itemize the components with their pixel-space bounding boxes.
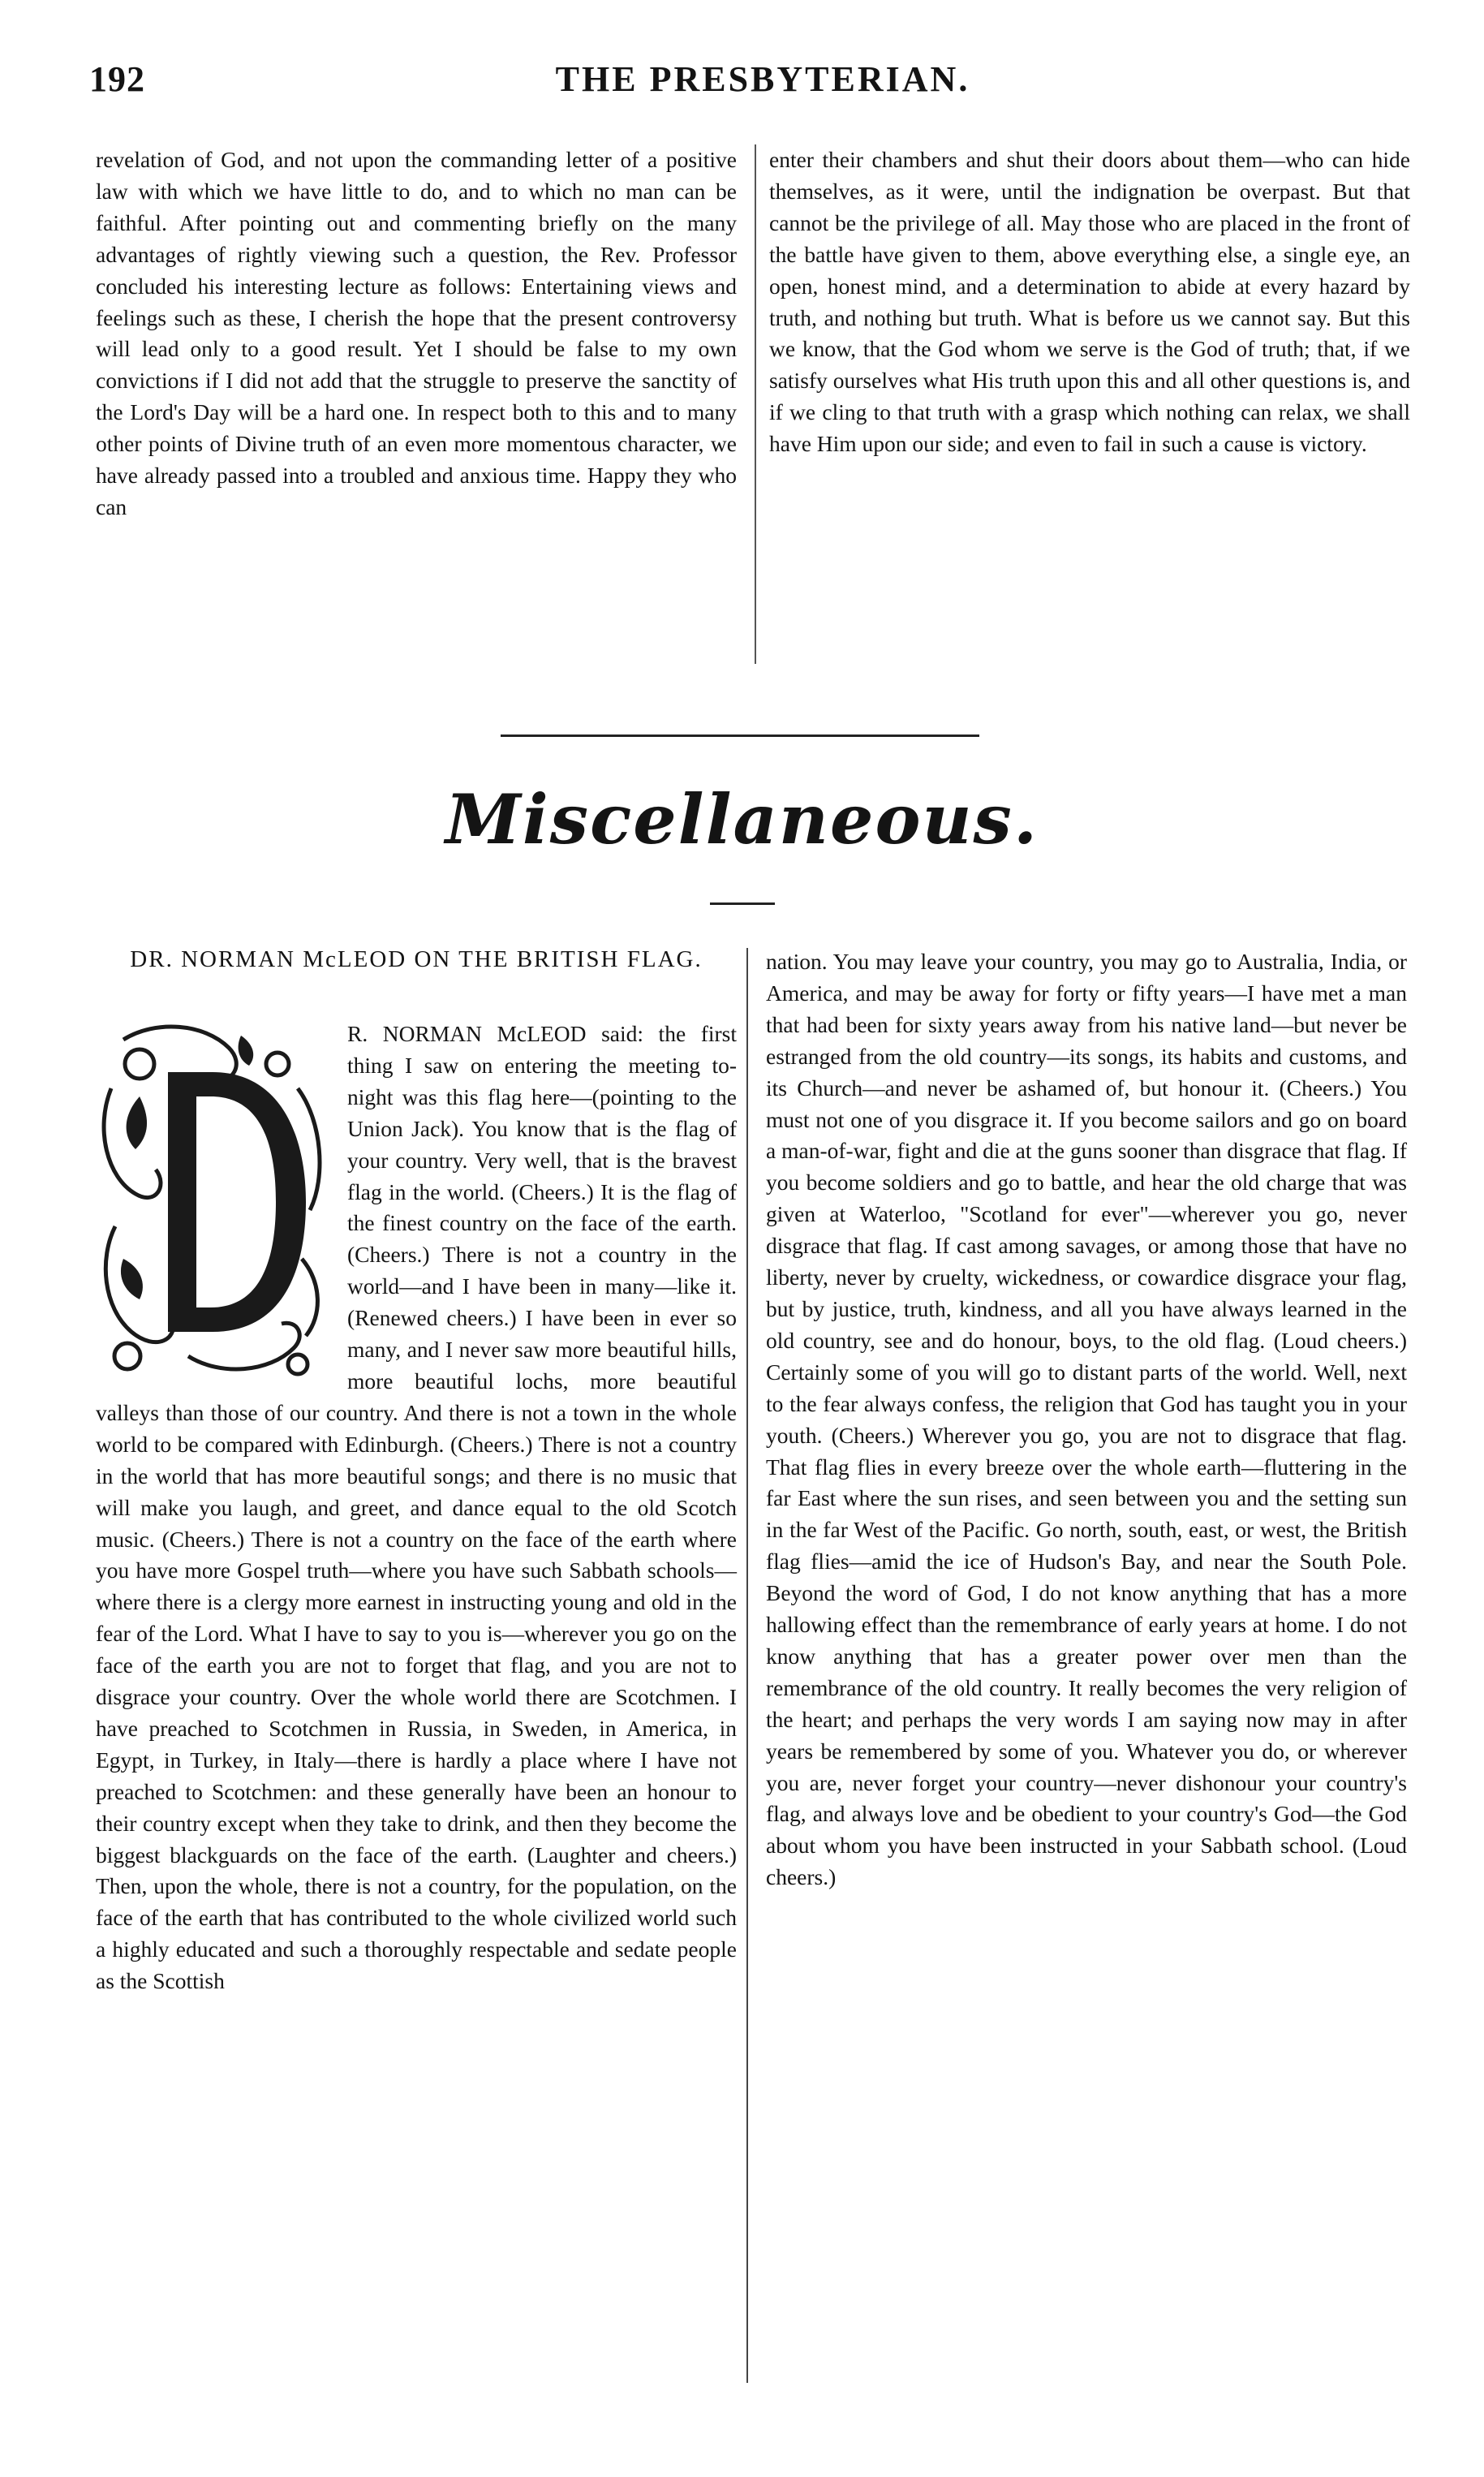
- page-number: 192: [89, 59, 145, 99]
- top-right-column: [769, 144, 1410, 460]
- ornamental-drop-cap: [91, 1015, 333, 1390]
- lecture-conclusion-right: enter their chambers and shut their doors about them—who can hide themselves, as it were, until the indignation be overpast. But that cannot be the privilege of all. May those who are placed in the front of the battle have given to them, above everything else, a single eye, an open, honest mind, and a determination to abide at every hazard by truth, and nothing but truth. What is before us we cannot say. But this we know, that the God whom we serve is the God of truth; that, if we satisfy ourselves what His truth upon this and all other questions is, and if we cling to that truth with a grasp which nothing can relax, we shall have Him upon our side; and even to fail in such a cause is victory.: [769, 147, 1410, 457]
- article-opening-paragraph: R. NORMAN McLEOD said: the first thing I saw on entering the meeting to-night was this flag here—(pointing to the Union Jack). You know that is the flag of your country. Very well, that is the bravest flag in the world. (Cheers.) It is the flag of the finest country on the face of the earth. (Cheers.) There is not a country in the world—and I have been in many—like it. (Renewed cheers.) I have been in ever so many, and I never saw more beautiful hills, more beautiful lochs, more beautiful valleys than those of our country. And there is not a town in the whole world to be compared with Edinburgh. (Cheers.) There is not a country in the world that has more beautiful songs; and there is no music that will make you laugh, and greet, and dance equal to the old Scotch music. (Cheers.) There is not a country on the face of the earth where you have more Gospel truth—where you have such Sabbath schools—where there is a clergy more earnest in instructing young and old in the fear of the Lord. What I have to say to you is—wherever you go on the face of the earth you are not to forget that flag, and you are not to disgrace your country. Over the whole world there are Scotchmen. I have preached to Scotchmen in Russia, in Sweden, in America, in Egypt, in Turkey, in Italy—there is hardly a place where I have not preached to Scotchmen: and these generally have been an honour to their country except when they take to drink, and then they become the biggest blackguards on the face of the earth. (Laughter and cheers.) Then, upon the whole, there is not a country, for the population, on the face of the earth that has contributed to the whole civilized world such a highly educated and such a thoroughly respectable and sedate people as the Scottish: [96, 1021, 737, 1994]
- journal-title: THE PRESBYTERIAN.: [555, 59, 970, 99]
- article-title: DR. NORMAN McLEOD ON THE BRITISH FLAG.: [130, 946, 703, 972]
- section-heading: Miscellaneous.: [445, 779, 1039, 859]
- column-divider-top: [755, 144, 756, 664]
- top-left-column: [96, 144, 737, 523]
- running-head: [89, 58, 1436, 115]
- heading-underline-rule: [710, 902, 775, 905]
- drop-cap-ornament-icon: [91, 1015, 333, 1390]
- lecture-conclusion-left: revelation of God, and not upon the commanding letter of a positive law with which we have little to do, and to which no man can be faithful. After pointing out and commenting briefly on the many advantages of rightly viewing such a question, the Rev. Professor concluded his interesting lecture as follows: Entertaining views and feelings such as these, I cherish the hope that the present controversy will lead only to a good result. Yet I should be false to my own convictions if I did not add that the struggle to preserve the sanctity of the Lord's Day will be a hard one. In respect both to this and to many other points of Divine truth of an even more momentous character, we have already passed into a troubled and anxious time. Happy they who can: [96, 147, 737, 519]
- article-continuation-paragraph: nation. You may leave your country, you may go to Australia, India, or America, and may be away for forty or fifty years—I have met a man that had been for sixty years away from his native land—but never be estranged from the old country—its songs, its habits and customs, and its Church—and never be ashamed of, but honour it. (Cheers.) You must not one of you disgrace it. If you become sailors and go on board a man-of-war, fight and die at the guns sooner than disgrace that flag. If you become soldiers and go to battle, and hear the old charge that was given at Waterloo, "Scotland for ever"—wherever you go, never disgrace that flag. If cast among savages, or among those that have no liberty, never by cruelty, wickedness, or cowardice disgrace your flag, but by justice, truth, kindness, and all you have always learned in the old country, see and do honour, boys, to the old flag. (Loud cheers.) Certainly some of you will go to distant parts of the world. Well, next to the fear always confess, the religion that God has taught you in your youth. (Cheers.) Wherever you go, you are not to disgrace that flag. That flag flies in every breeze over the whole earth—fluttering in the far East where the sun rises, and seen between you and the setting sun in the far West of the Pacific. Go north, south, east, or west, the British flag flies—amid the ice of Hudson's Bay, and near the South Pole. Beyond the word of God, I do not know anything that has a more hallowing effect than the remembrance of early years at home. I do not know anything that has a greater power over men than the remembrance of the old country. It really becomes the very religion of the heart; and perhaps the very words I am saying now may in after years be remembered by some of you. Whatever you do, or wherever you are, never forget your country—never dishonour your country's flag, and always love and be obedient to your country's God—the God about whom you have been instructed in your Sabbath school. (Loud cheers.): [766, 949, 1407, 1890]
- article-left-column: [96, 1019, 737, 1997]
- section-rule: [501, 734, 979, 737]
- article-right-column: [766, 946, 1407, 1893]
- column-divider-bottom: [746, 948, 748, 2383]
